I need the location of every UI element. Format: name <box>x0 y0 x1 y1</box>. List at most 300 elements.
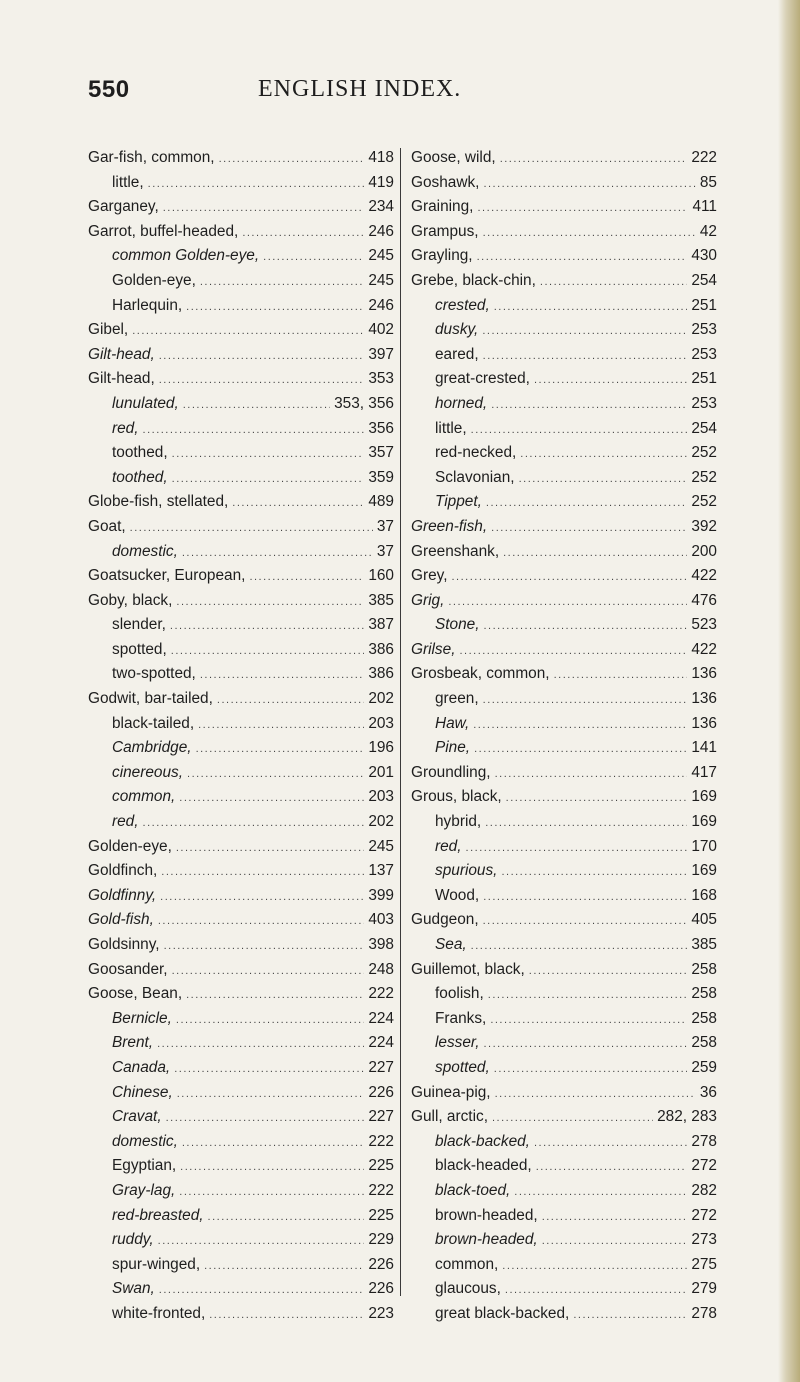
index-entry <box>88 490 394 515</box>
index-entry-pages: 226 <box>368 1255 394 1273</box>
index-entry <box>88 269 394 294</box>
index-entry-label: Green-fish, <box>411 517 488 535</box>
index-entry <box>88 146 394 171</box>
index-entry <box>411 1253 717 1278</box>
index-entry-pages: 258 <box>691 985 717 1003</box>
index-entry <box>88 1154 394 1179</box>
index-entry-pages: 398 <box>368 936 394 953</box>
index-entry <box>411 1204 717 1229</box>
index-entry-label: Greenshank, <box>411 542 500 560</box>
index-entry-pages: 201 <box>368 763 394 781</box>
dot-leader <box>172 442 365 467</box>
index-entry-pages: 397 <box>368 345 394 363</box>
index-entry-pages: 248 <box>368 960 394 978</box>
dot-leader <box>157 1032 364 1057</box>
dot-leader <box>263 245 364 270</box>
dot-leader <box>506 786 688 811</box>
index-entry-label: Guillemot, black, <box>411 960 525 978</box>
page-number: 550 <box>88 76 130 103</box>
dot-leader <box>186 295 364 320</box>
dot-leader <box>473 713 687 738</box>
dot-leader <box>176 836 364 861</box>
index-entry-pages: 272 <box>691 1206 717 1224</box>
index-entry <box>411 171 717 196</box>
dot-leader <box>132 319 364 344</box>
column-divider <box>400 148 401 1296</box>
dot-leader <box>477 245 688 270</box>
index-entry-label: eared, <box>435 345 479 363</box>
index-entry-label: Grosbeak, common, <box>411 665 550 683</box>
index-entry-label: Golden-eye, <box>88 837 172 855</box>
dot-leader <box>208 1205 365 1230</box>
index-entry <box>411 638 717 663</box>
index-entry <box>88 958 394 983</box>
dot-leader <box>180 1155 364 1180</box>
index-entry-label: Goldfinch, <box>88 862 158 880</box>
index-entry <box>411 835 717 860</box>
index-entry-pages: 37 <box>376 517 394 535</box>
dot-leader <box>501 860 687 885</box>
index-entry-pages: 422 <box>691 640 717 658</box>
index-entry <box>411 1031 717 1056</box>
index-entry-label: brown-headed, <box>435 1231 538 1249</box>
index-entry-label: Grampus, <box>411 222 479 240</box>
index-entry <box>88 466 394 491</box>
dot-leader <box>500 147 688 172</box>
dot-leader <box>200 270 364 295</box>
index-entry-pages: 278 <box>691 1304 717 1322</box>
index-entry-pages: 136 <box>691 714 717 732</box>
dot-leader <box>172 959 365 984</box>
dot-leader <box>542 1205 688 1230</box>
index-entry <box>411 687 717 712</box>
index-entry-pages: 279 <box>691 1280 717 1298</box>
dot-leader <box>171 639 365 664</box>
dot-leader <box>495 762 688 787</box>
index-entry <box>411 785 717 810</box>
index-entry-pages: 417 <box>691 763 717 781</box>
index-entry-pages: 282, 283 <box>657 1108 717 1126</box>
index-entry <box>411 1277 717 1302</box>
dot-leader <box>179 1180 364 1205</box>
index-entry <box>411 1130 717 1155</box>
dot-leader <box>466 836 688 861</box>
index-entry-pages: 136 <box>691 690 717 708</box>
index-entry-pages: 253 <box>691 394 717 412</box>
dot-leader <box>158 1229 365 1254</box>
index-entry-label: toothed, <box>112 444 168 462</box>
dot-leader <box>491 393 687 418</box>
index-entry <box>88 785 394 810</box>
dot-leader <box>219 147 365 172</box>
index-entry-label: Goose, wild, <box>411 149 496 166</box>
index-entry-label: Pine, <box>435 739 471 757</box>
index-entry <box>411 884 717 909</box>
dot-leader <box>494 1057 688 1082</box>
index-entry-label: Goby, black, <box>88 591 173 609</box>
dot-leader <box>130 516 373 541</box>
index-entry-label: Stone, <box>435 616 480 634</box>
index-entry <box>88 417 394 442</box>
dot-leader <box>529 959 688 984</box>
dot-leader <box>483 1032 687 1057</box>
dot-leader <box>148 172 365 197</box>
dot-leader <box>183 393 330 418</box>
index-entry-pages: 258 <box>691 960 717 978</box>
index-entry-label: Gudgeon, <box>411 911 479 929</box>
index-entry <box>411 1007 717 1032</box>
index-entry-label: lesser, <box>435 1034 480 1052</box>
dot-leader <box>187 762 364 787</box>
index-entry-pages: 258 <box>691 1009 717 1027</box>
dot-leader <box>196 737 365 762</box>
index-entry-label: Gull, arctic, <box>411 1108 488 1126</box>
index-entry <box>88 1007 394 1032</box>
index-entry <box>88 564 394 589</box>
index-entry-label: Godwit, bar-tailed, <box>88 690 213 708</box>
index-entry-label: Groundling, <box>411 763 491 781</box>
index-entry <box>411 712 717 737</box>
index-entry <box>88 736 394 761</box>
dot-leader <box>204 1254 364 1279</box>
index-entry <box>411 490 717 515</box>
index-entry-label: red, <box>435 837 462 855</box>
dot-leader <box>488 983 688 1008</box>
index-entry-label: Globe-fish, stellated, <box>88 493 229 511</box>
index-entry-label: Gray-lag, <box>112 1181 176 1199</box>
index-entry-label: Chinese, <box>112 1083 173 1101</box>
index-entry <box>88 835 394 860</box>
index-entry-pages: 422 <box>691 567 717 585</box>
index-entry-pages: 245 <box>368 247 394 265</box>
index-entry <box>88 343 394 368</box>
index-entry-label: domestic, <box>112 542 178 560</box>
index-entry-pages: 227 <box>368 1058 394 1076</box>
index-entry-pages: 224 <box>368 1009 394 1027</box>
index-entry-label: Grayling, <box>411 247 473 265</box>
index-entry <box>411 933 717 958</box>
index-entry-label: glaucous, <box>435 1280 501 1298</box>
index-entry <box>88 884 394 909</box>
index-entry-label: little, <box>435 419 467 437</box>
index-entry-label: Gar-fish, common, <box>88 149 215 166</box>
index-entry-pages: 246 <box>368 222 394 240</box>
index-entry <box>88 859 394 884</box>
index-entry-pages: 402 <box>368 321 394 339</box>
index-entry <box>411 589 717 614</box>
index-entry <box>411 220 717 245</box>
index-entry-label: Haw, <box>435 714 470 732</box>
dot-leader <box>534 368 687 393</box>
index-entry-label: horned, <box>435 394 488 412</box>
index-entry-pages: 399 <box>368 886 394 904</box>
index-entry-pages: 253 <box>691 321 717 339</box>
dot-leader <box>542 1229 688 1254</box>
dot-leader <box>448 590 687 615</box>
index-entry-label: great black-backed, <box>435 1304 570 1322</box>
index-entry-label: Swan, <box>112 1280 155 1298</box>
index-entry <box>411 613 717 638</box>
index-entry <box>411 761 717 786</box>
index-entry <box>411 1105 717 1130</box>
index-entry <box>411 441 717 466</box>
index-entry-pages: 252 <box>691 493 717 511</box>
index-entry-label: red-necked, <box>435 444 517 462</box>
index-entry <box>88 318 394 343</box>
dot-leader <box>482 319 687 344</box>
dot-leader <box>166 1106 365 1131</box>
index-entry <box>411 662 717 687</box>
index-entry <box>411 1228 717 1253</box>
index-entry-label: Egyptian, <box>112 1157 177 1175</box>
dot-leader <box>483 909 688 934</box>
index-entry-pages: 196 <box>368 739 394 757</box>
index-entry <box>411 146 717 171</box>
index-entry <box>88 810 394 835</box>
dot-leader <box>502 1254 687 1279</box>
index-entry <box>88 171 394 196</box>
index-entry-label: Goshawk, <box>411 173 480 191</box>
index-entry <box>88 1302 394 1327</box>
dot-leader <box>483 344 688 369</box>
index-entry-label: white-fronted, <box>112 1304 206 1322</box>
index-entry-label: two-spotted, <box>112 665 196 683</box>
index-entry <box>88 244 394 269</box>
index-entry-label: ruddy, <box>112 1231 154 1249</box>
index-entry <box>88 441 394 466</box>
index-entry-pages: 253 <box>691 345 717 363</box>
index-entry-pages: 200 <box>691 542 717 560</box>
index-entry <box>88 367 394 392</box>
index-entry <box>88 540 394 565</box>
index-entry-pages: 246 <box>368 296 394 314</box>
dot-leader <box>200 663 364 688</box>
dot-leader <box>209 1303 364 1328</box>
dot-leader <box>158 909 364 934</box>
index-entry-label: spotted, <box>435 1058 490 1076</box>
index-entry-pages: 229 <box>368 1231 394 1249</box>
index-entry <box>411 859 717 884</box>
dot-leader <box>177 1082 365 1107</box>
index-entry-label: spur-winged, <box>112 1255 201 1273</box>
index-entry-label: Grebe, black-chin, <box>411 271 536 289</box>
index-entry <box>411 1154 717 1179</box>
index-entry-label: Gibel, <box>88 321 129 339</box>
index-entry-label: Harlequin, <box>112 296 183 314</box>
dot-leader <box>174 1057 364 1082</box>
dot-leader <box>471 934 688 959</box>
index-entry-pages: 222 <box>368 1181 394 1199</box>
dot-leader <box>198 713 364 738</box>
index-entry-label: little, <box>112 173 144 191</box>
index-entry <box>88 761 394 786</box>
index-entry-pages: 169 <box>691 813 717 831</box>
dot-leader <box>232 491 364 516</box>
index-entry-pages: 203 <box>368 788 394 806</box>
index-entry-pages: 489 <box>368 493 394 511</box>
index-entry <box>88 687 394 712</box>
index-entry <box>88 1204 394 1229</box>
index-entry-label: Golden-eye, <box>112 271 196 289</box>
dot-leader <box>494 295 688 320</box>
index-entry <box>88 1105 394 1130</box>
dot-leader <box>503 541 687 566</box>
index-entry-pages: 405 <box>691 911 717 929</box>
index-entry-pages: 169 <box>691 862 717 880</box>
dot-leader <box>495 1082 696 1107</box>
index-entry-label: Cravat, <box>112 1108 162 1126</box>
index-entry-pages: 169 <box>691 788 717 806</box>
index-entry-pages: 385 <box>368 591 394 609</box>
index-entry-label: red, <box>112 813 139 831</box>
index-entry-pages: 245 <box>368 837 394 855</box>
index-entry-pages: 258 <box>691 1034 717 1052</box>
index-entry-label: red-breasted, <box>112 1206 204 1224</box>
index-entry <box>88 933 394 958</box>
dot-leader <box>483 172 695 197</box>
index-entry-pages: 359 <box>368 468 394 486</box>
index-entry <box>88 982 394 1007</box>
index-entry-pages: 282 <box>691 1181 717 1199</box>
index-entry <box>411 540 717 565</box>
dot-leader <box>505 1278 687 1303</box>
dot-leader <box>490 1008 687 1033</box>
dot-leader <box>474 737 687 762</box>
dot-leader <box>160 885 364 910</box>
index-entry-pages: 226 <box>368 1083 394 1101</box>
dot-leader <box>485 811 687 836</box>
index-entry-pages: 226 <box>368 1280 394 1298</box>
index-entry-label: black-headed, <box>435 1157 532 1175</box>
index-entry <box>88 220 394 245</box>
dot-leader <box>176 590 364 615</box>
index-entry-label: spotted, <box>112 640 167 658</box>
index-entry-pages: 273 <box>691 1231 717 1249</box>
index-entry <box>411 736 717 761</box>
dot-leader <box>514 1180 687 1205</box>
dot-leader <box>519 467 688 492</box>
index-entry-pages: 141 <box>691 739 717 757</box>
dot-leader <box>477 196 688 221</box>
index-entry-pages: 252 <box>691 468 717 486</box>
index-entry-label: domestic, <box>112 1132 178 1150</box>
index-entry-pages: 222 <box>691 149 717 166</box>
index-entry <box>411 1302 717 1327</box>
page-header <box>88 76 608 106</box>
index-entry-label: toothed, <box>112 468 168 486</box>
index-entry <box>411 343 717 368</box>
index-entry-label: Brent, <box>112 1034 154 1052</box>
dot-leader <box>573 1303 687 1328</box>
dot-leader <box>520 442 687 467</box>
index-entry <box>88 195 394 220</box>
index-entry <box>88 294 394 319</box>
index-entry-pages: 251 <box>691 370 717 388</box>
index-entry-pages: 392 <box>691 517 717 535</box>
dot-leader <box>242 221 364 246</box>
index-entry-label: Gilt-head, <box>88 345 155 363</box>
index-entry-label: cinereous, <box>112 763 184 781</box>
dot-leader <box>452 565 688 590</box>
index-entry <box>88 1277 394 1302</box>
index-entry-label: Goldsinny, <box>88 936 160 953</box>
index-entry-pages: 353 <box>368 370 394 388</box>
index-entry <box>411 982 717 1007</box>
dot-leader <box>554 663 688 688</box>
index-entry <box>411 269 717 294</box>
index-entry-label: Wood, <box>435 886 480 904</box>
dot-leader <box>186 983 364 1008</box>
dot-leader <box>172 467 365 492</box>
page-title: ENGLISH INDEX. <box>258 76 462 102</box>
index-entry <box>88 392 394 417</box>
index-entry <box>88 662 394 687</box>
index-entry <box>411 318 717 343</box>
index-entry <box>88 613 394 638</box>
dot-leader <box>471 418 688 443</box>
index-entry <box>88 712 394 737</box>
index-entry-pages: 224 <box>368 1034 394 1052</box>
index-entry <box>411 392 717 417</box>
index-entry-label: spurious, <box>435 862 498 880</box>
index-entry-pages: 136 <box>691 665 717 683</box>
index-entry <box>411 1081 717 1106</box>
index-column-left <box>88 146 394 1327</box>
index-entry-label: Grilse, <box>411 640 456 658</box>
index-entry-pages: 386 <box>368 640 394 658</box>
index-entry-label: Grig, <box>411 591 445 609</box>
index-entry <box>88 1056 394 1081</box>
index-entry-label: Goat, <box>88 517 126 535</box>
index-entry <box>411 195 717 220</box>
index-entry-label: crested, <box>435 296 490 314</box>
dot-leader <box>486 491 687 516</box>
index-entry-pages: 356 <box>368 419 394 437</box>
index-entry <box>411 1179 717 1204</box>
index-entry-pages: 430 <box>691 247 717 265</box>
index-entry-pages: 85 <box>699 173 717 191</box>
index-entry-label: Canada, <box>112 1058 171 1076</box>
index-entry <box>88 1031 394 1056</box>
index-entry-label: brown-headed, <box>435 1206 538 1224</box>
index-entry-label: hybrid, <box>435 813 482 831</box>
dot-leader <box>540 270 687 295</box>
dot-leader <box>161 860 364 885</box>
index-entry-label: Goose, Bean, <box>88 985 183 1003</box>
index-entry <box>411 367 717 392</box>
index-entry-label: black-tailed, <box>112 714 195 732</box>
dot-leader <box>249 565 364 590</box>
index-entry-label: common Golden-eye, <box>112 247 260 265</box>
dot-leader <box>182 1131 364 1156</box>
dot-leader <box>170 614 364 639</box>
index-entry-pages: 225 <box>368 1206 394 1224</box>
index-entry <box>88 638 394 663</box>
dot-leader <box>483 885 687 910</box>
index-entry <box>411 466 717 491</box>
index-entry-label: Franks, <box>435 1009 487 1027</box>
index-entry <box>411 417 717 442</box>
index-entry <box>411 810 717 835</box>
index-entry-pages: 418 <box>368 149 394 166</box>
index-entry <box>411 564 717 589</box>
index-entry-pages: 227 <box>368 1108 394 1126</box>
index-entry <box>88 1253 394 1278</box>
index-entry-label: Cambridge, <box>112 739 192 757</box>
dot-leader <box>176 1008 364 1033</box>
index-entry <box>88 1228 394 1253</box>
index-entry-label: Tippet, <box>435 493 482 511</box>
